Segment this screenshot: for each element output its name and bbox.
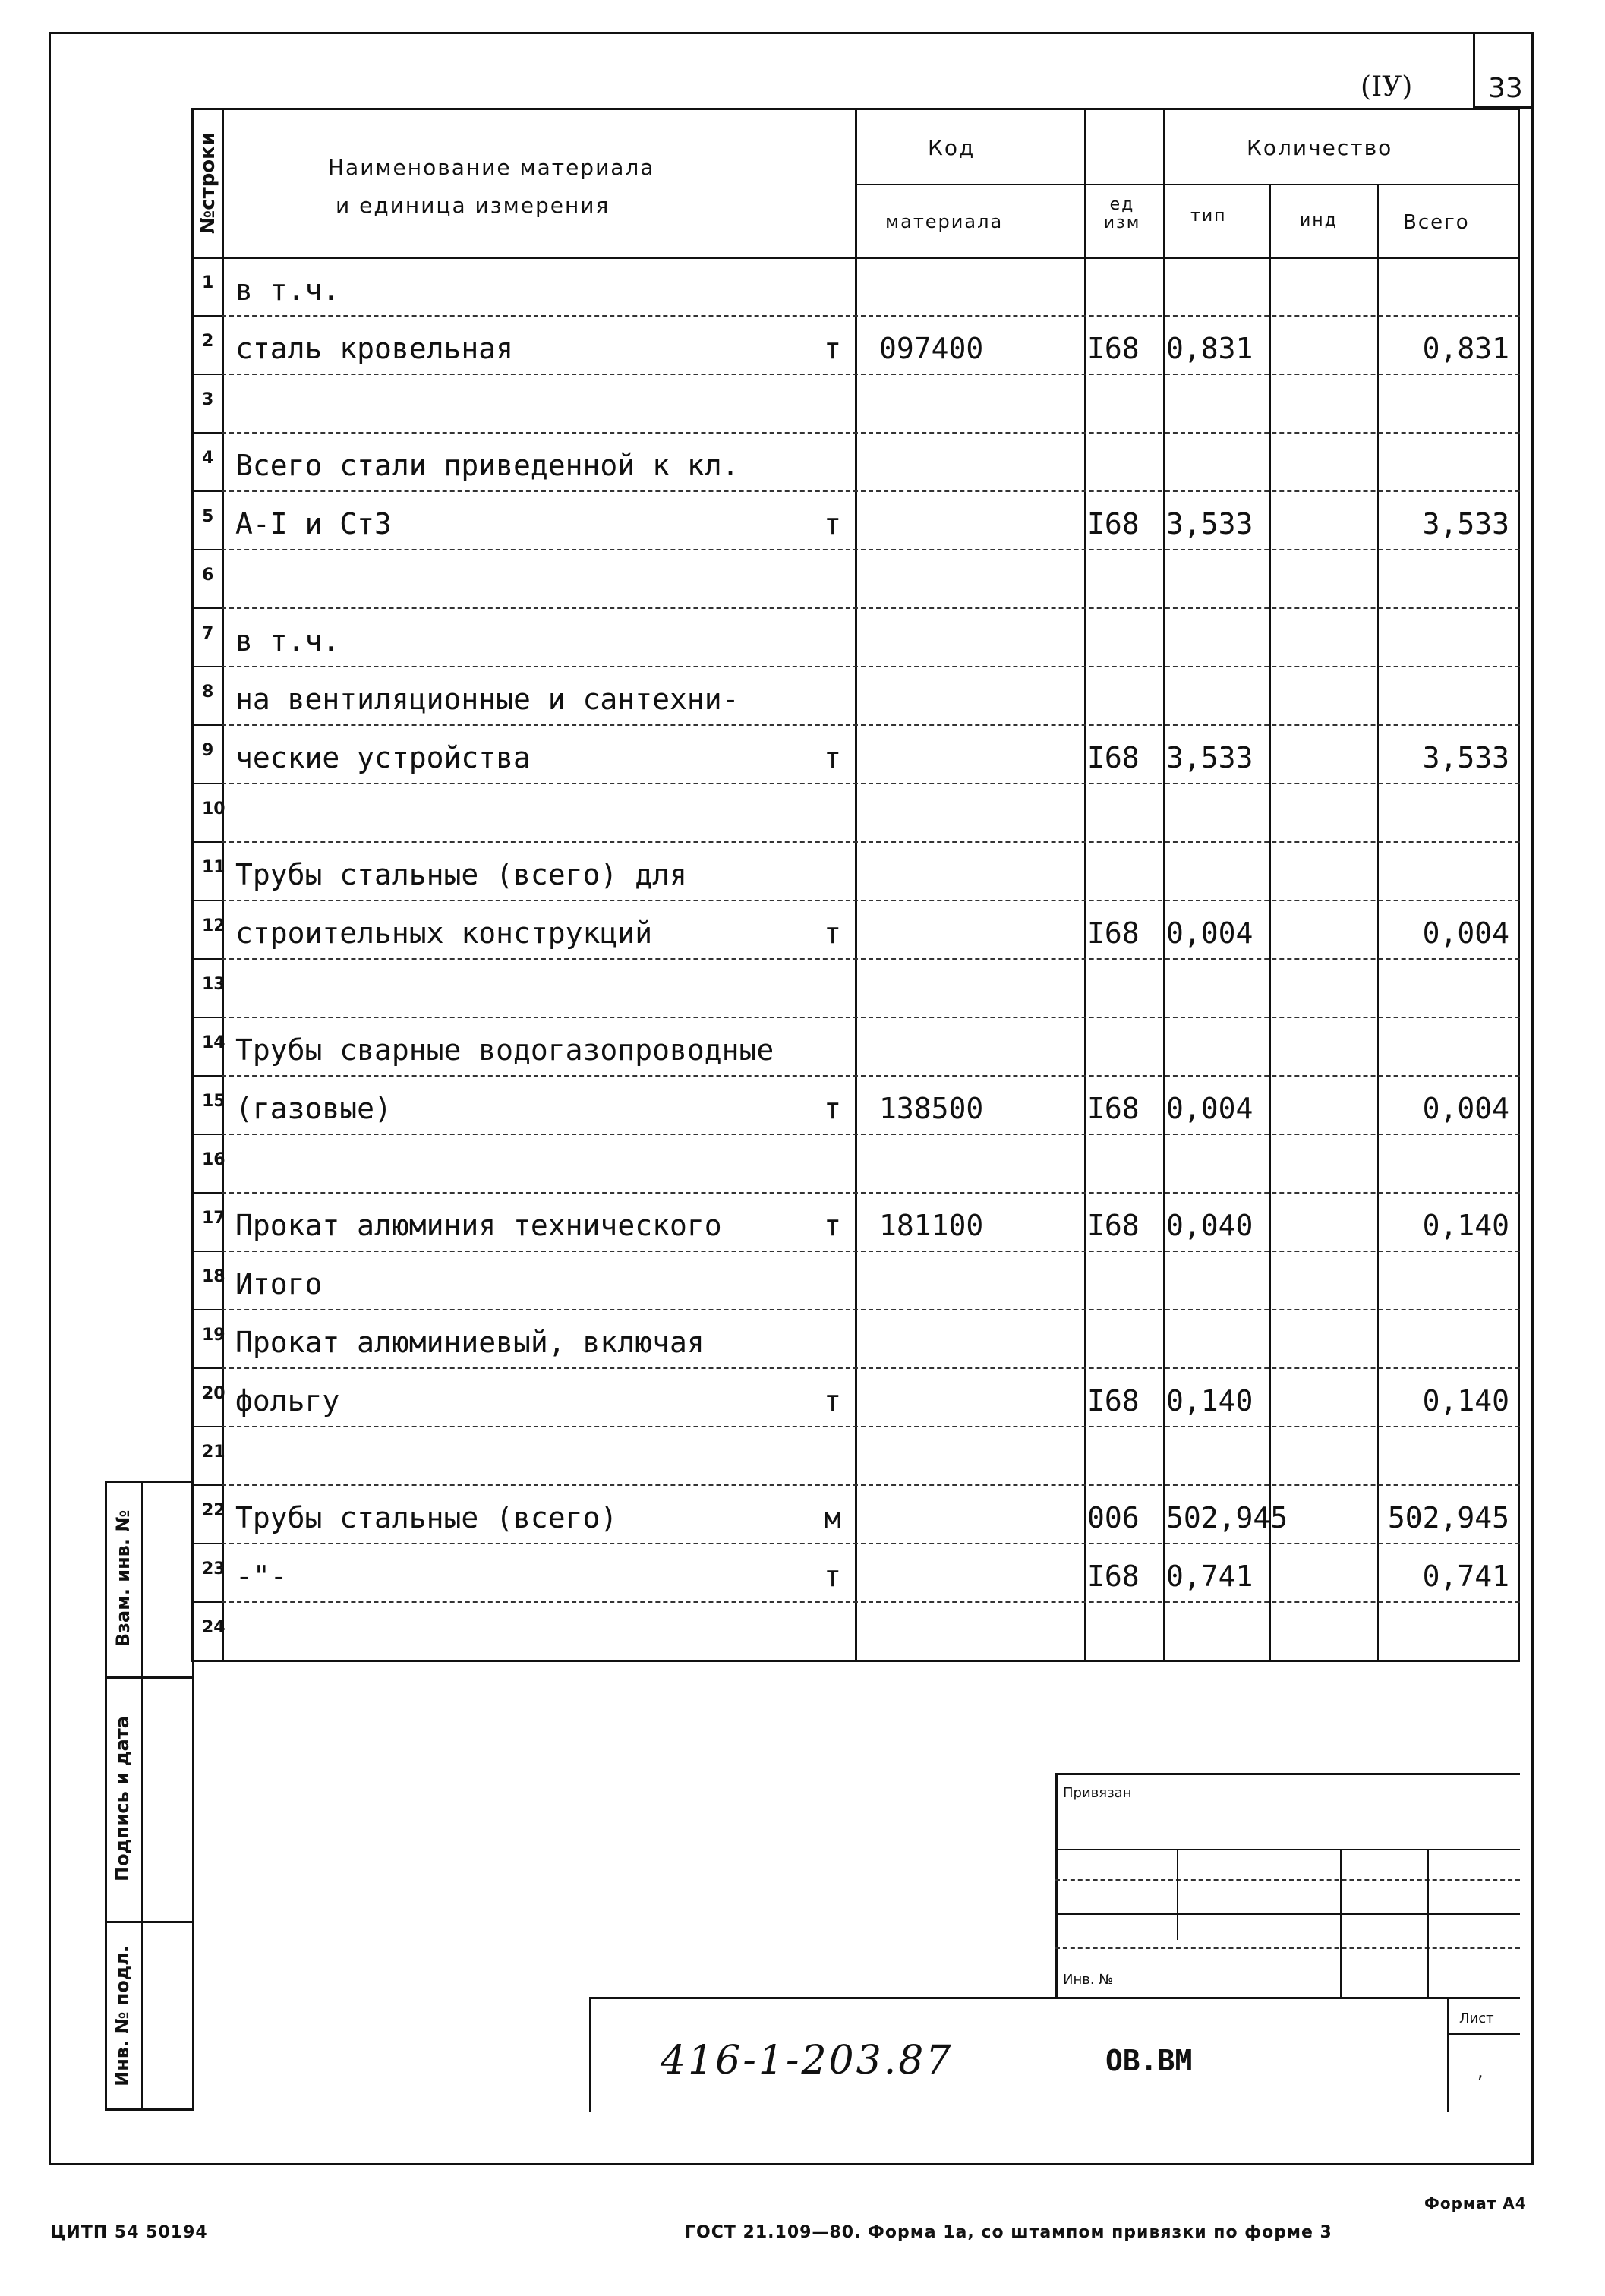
qty-typ: 0,040 <box>1166 1209 1253 1242</box>
row-number: 16 <box>202 1150 225 1169</box>
header-mid-line <box>855 184 1520 185</box>
table-row <box>191 666 1520 724</box>
table-row <box>191 1309 1520 1367</box>
row-number: 7 <box>202 624 214 643</box>
table-row <box>191 783 1520 841</box>
table-row <box>191 1543 1520 1601</box>
header-code-group: Код <box>928 135 976 160</box>
material-name: Трубы стальные (всего) для <box>235 858 687 891</box>
unit-code: I68 <box>1087 507 1140 541</box>
binding-stamp <box>1055 1773 1520 1997</box>
stamp-podpis-label: Подпись и дата <box>112 1716 133 1881</box>
table-row <box>191 724 1520 783</box>
row-number: 22 <box>202 1501 225 1520</box>
material-name: фольгу <box>235 1384 340 1418</box>
row-number: 23 <box>202 1560 225 1578</box>
header-qty-ind: инд <box>1300 211 1338 230</box>
sheet-label: Лист <box>1459 2011 1494 2026</box>
footer-right: ГОСТ 21.109—80. Форма 1а, со штампом привязки по форме 3 <box>685 2223 1332 2242</box>
unit-label: т <box>824 1092 841 1125</box>
table-row <box>191 841 1520 900</box>
material-name: ческие устройства <box>235 741 531 774</box>
row-number: 3 <box>202 390 214 409</box>
table-row <box>191 549 1520 607</box>
qty-typ: 0,831 <box>1166 332 1253 365</box>
row-number: 1 <box>202 273 214 292</box>
unit-code: I68 <box>1087 1092 1140 1125</box>
header-code-unit: ед изм <box>1103 195 1141 232</box>
qty-typ: 0,004 <box>1166 1092 1253 1125</box>
header-qty-group: Количество <box>1247 135 1393 160</box>
material-code: 181100 <box>879 1209 984 1242</box>
side-stamp-inner <box>141 1481 143 2111</box>
unit-label: т <box>824 1560 841 1593</box>
page-number-box-left <box>1473 32 1475 108</box>
document-number: 416-1-203.87 <box>661 2038 954 2083</box>
qty-total: 0,140 <box>1422 1209 1509 1242</box>
unit-code: I68 <box>1087 1560 1140 1593</box>
binding-col3 <box>1427 1849 1429 1997</box>
binding-top <box>1055 1773 1520 1775</box>
unit-code: I68 <box>1087 1384 1140 1418</box>
qty-total: 0,741 <box>1422 1560 1509 1593</box>
material-name: на вентиляционные и сантехни- <box>235 683 739 716</box>
header-name-line2: и единица измерения <box>336 193 610 218</box>
qty-total: 502,945 <box>1387 1501 1509 1534</box>
row-number: 2 <box>202 332 214 351</box>
table-row <box>191 1134 1520 1192</box>
unit-code: I68 <box>1087 332 1140 365</box>
sheet-value: , <box>1477 2061 1484 2082</box>
binding-left <box>1055 1773 1058 1997</box>
row-number: 11 <box>202 858 225 877</box>
materials-table <box>191 108 1520 1664</box>
side-stamp-left <box>105 1481 107 2111</box>
table-row <box>191 432 1520 490</box>
stamp-vzam-label: Взам. инв. № <box>112 1509 134 1648</box>
sheet-mark: (IУ) <box>1361 71 1413 102</box>
qty-typ: 0,140 <box>1166 1384 1253 1418</box>
table-row <box>191 257 1520 315</box>
footer-left: ЦИТП 54 50194 <box>50 2223 208 2242</box>
table-row <box>191 1017 1520 1075</box>
title-block-left <box>589 1997 591 2112</box>
page-number: 33 <box>1488 73 1523 104</box>
material-name: сталь кровельная <box>235 332 514 365</box>
material-name: -"- <box>235 1560 288 1593</box>
binding-privyazan-label: Привязан <box>1063 1785 1132 1801</box>
qty-typ: 3,533 <box>1166 741 1253 774</box>
material-name: Прокат алюминия технического <box>235 1209 722 1242</box>
row-number: 21 <box>202 1443 225 1462</box>
unit-code: I68 <box>1087 741 1140 774</box>
title-block-sheet-line <box>1447 2033 1520 2035</box>
row-number: 24 <box>202 1618 225 1637</box>
row-number: 5 <box>202 507 214 526</box>
row-number: 4 <box>202 449 214 468</box>
row-number: 15 <box>202 1092 225 1111</box>
binding-col2 <box>1340 1849 1342 1997</box>
binding-row2 <box>1055 1879 1520 1881</box>
side-stamp-right <box>192 1481 194 2111</box>
qty-total: 0,831 <box>1422 332 1509 365</box>
binding-col1 <box>1177 1849 1178 1940</box>
table-row <box>191 490 1520 549</box>
qty-typ: 0,741 <box>1166 1560 1253 1593</box>
title-block-sheet-sep <box>1447 1997 1449 2112</box>
binding-row1 <box>1055 1849 1520 1850</box>
stamp-inv-podl-label: Инв. № подл. <box>112 1945 133 2086</box>
unit-label: т <box>824 916 841 950</box>
table-row <box>191 1075 1520 1134</box>
table-row <box>191 900 1520 958</box>
table-row <box>191 607 1520 666</box>
header-row-number: №строки <box>197 131 219 235</box>
row-number: 12 <box>202 916 225 935</box>
material-code: 138500 <box>879 1092 984 1125</box>
material-name: Трубы стальные (всего) <box>235 1501 618 1534</box>
footer-format: Формат А4 <box>1424 2194 1527 2212</box>
row-number: 19 <box>202 1326 225 1345</box>
table-row <box>191 958 1520 1017</box>
row-number: 18 <box>202 1267 225 1286</box>
row-number: 8 <box>202 683 214 702</box>
header-code-material: материала <box>885 211 1004 232</box>
unit-label: т <box>824 507 841 541</box>
title-block-top <box>589 1997 1520 1999</box>
row-number: 10 <box>202 800 225 818</box>
material-name: Итого <box>235 1267 323 1301</box>
row-number: 17 <box>202 1209 225 1228</box>
material-name: (газовые) <box>235 1092 392 1125</box>
unit-label: т <box>824 1209 841 1242</box>
header-qty-typ: тип <box>1190 207 1227 226</box>
material-name: строительных конструкций <box>235 916 653 950</box>
unit-code: 006 <box>1087 1501 1140 1534</box>
qty-typ: 502,945 <box>1166 1501 1288 1534</box>
qty-total: 3,533 <box>1422 507 1509 541</box>
qty-total: 0,004 <box>1422 1092 1509 1125</box>
row-number: 6 <box>202 566 214 585</box>
qty-total: 3,533 <box>1422 741 1509 774</box>
table-row <box>191 1367 1520 1426</box>
unit-code: I68 <box>1087 916 1140 950</box>
binding-row3 <box>1055 1913 1520 1915</box>
table-row <box>191 1426 1520 1484</box>
material-name: Трубы сварные водогазопроводные <box>235 1033 774 1067</box>
row-number: 9 <box>202 741 214 760</box>
table-row <box>191 1601 1520 1660</box>
table-row <box>191 1192 1520 1250</box>
unit-label: т <box>824 332 841 365</box>
material-name: Прокат алюминиевый, включая <box>235 1326 705 1359</box>
material-name: в т.ч. <box>235 273 340 307</box>
table-row <box>191 1250 1520 1309</box>
qty-typ: 3,533 <box>1166 507 1253 541</box>
side-stamp <box>105 1481 194 2111</box>
qty-typ: 0,004 <box>1166 916 1253 950</box>
table-row <box>191 1484 1520 1543</box>
unit-label: т <box>824 1384 841 1418</box>
unit-code: I68 <box>1087 1209 1140 1242</box>
binding-row4 <box>1055 1948 1520 1949</box>
document-code: ОВ.ВМ <box>1105 2044 1193 2077</box>
table-row <box>191 315 1520 374</box>
row-number: 20 <box>202 1384 225 1403</box>
material-name: в т.ч. <box>235 624 340 658</box>
table-bottom-border <box>191 1660 1520 1662</box>
unit-label: т <box>824 741 841 774</box>
binding-inv-label: Инв. № <box>1063 1972 1114 1988</box>
row-number: 14 <box>202 1033 225 1052</box>
row-number: 13 <box>202 975 225 994</box>
material-code: 097400 <box>879 332 984 365</box>
table-row <box>191 374 1520 432</box>
qty-total: 0,140 <box>1422 1384 1509 1418</box>
material-name: Всего стали приведенной к кл. <box>235 449 739 482</box>
header-qty-total: Всего <box>1403 211 1470 234</box>
material-name: А-I и Ст3 <box>235 507 392 541</box>
qty-total: 0,004 <box>1422 916 1509 950</box>
title-block <box>589 1997 1520 2112</box>
unit-label: м <box>824 1501 841 1534</box>
header-name-line1: Наименование материала <box>328 155 655 180</box>
